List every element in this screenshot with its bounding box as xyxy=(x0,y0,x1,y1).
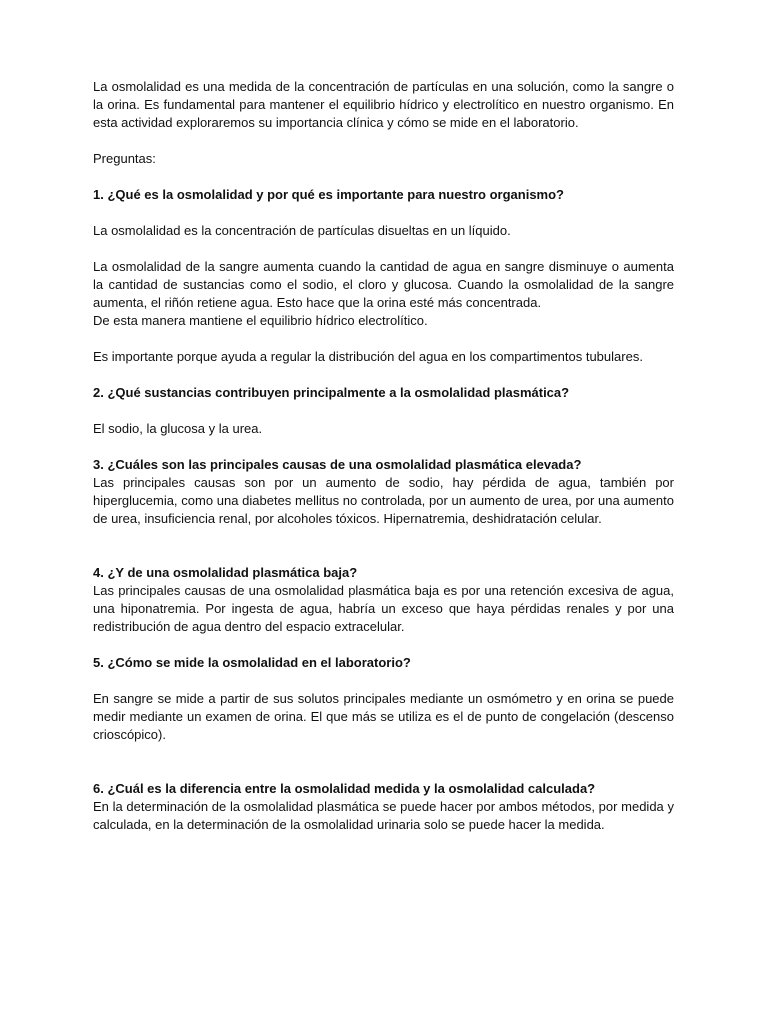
intro-paragraph: La osmolalidad es una medida de la concentración de partículas en una solución, como la sangre o la orina. Es fundamental para mantener el equilibrio hídrico y electrolítico en nuestro organismo. En esta actividad exploraremos su importancia clínica y cómo se mide en el laboratorio. xyxy=(93,79,674,130)
answer-2: El sodio, la glucosa y la urea. xyxy=(93,421,263,436)
preguntas-label: Preguntas: xyxy=(93,151,156,166)
answer-5: En sangre se mide a partir de sus solutos principales mediante un osmómetro y en orina se puede medir mediante un examen de orina. El que más se utiliza es el de punto de congelación (descenso crioscópico). xyxy=(93,691,674,742)
answer-1-paragraph-2: La osmolalidad de la sangre aumenta cuando la cantidad de agua en sangre disminuye o aumenta la cantidad de sustancias como el sodio, el cloro y glucosa. Cuando la osmolalidad de la sangre aumenta, el riñón retiene agua. Esto hace que la orina esté más concentrada. xyxy=(93,259,674,310)
answer-4: Las principales causas de una osmolalidad plasmática baja es por una retención excesiva de agua, una hiponatremia. Por ingesta de agua, habría un exceso que haya pérdidas renales y por una redistribución de agua dentro del espacio extracelular. xyxy=(93,583,674,634)
answer-1-paragraph-1: La osmolalidad es la concentración de partículas disueltas en un líquido. xyxy=(93,223,511,238)
answer-1-paragraph-4: Es importante porque ayuda a regular la distribución del agua en los compartimentos tubulares. xyxy=(93,349,643,364)
question-3: 3. ¿Cuáles son las principales causas de una osmolalidad plasmática elevada? xyxy=(93,457,582,472)
question-2: 2. ¿Qué sustancias contribuyen principalmente a la osmolalidad plasmática? xyxy=(93,385,570,400)
answer-3: Las principales causas son por un aumento de sodio, hay pérdida de agua, también por hiperglucemia, como una diabetes mellitus no controlada, por un aumento de urea, por una aumento de urea, insuficiencia renal, por alcoholes tóxicos. Hipernatremia, deshidratación celular. xyxy=(93,475,674,526)
answer-6: En la determinación de la osmolalidad plasmática se puede hacer por ambos métodos, por medida y calculada, en la determinación de la osmolalidad urinaria solo se puede hacer la medida. xyxy=(93,799,674,832)
question-1: 1. ¿Qué es la osmolalidad y por qué es importante para nuestro organismo? xyxy=(93,187,564,202)
answer-1-paragraph-3: De esta manera mantiene el equilibrio hídrico electrolítico. xyxy=(93,313,428,328)
document-page xyxy=(93,78,674,834)
question-4: 4. ¿Y de una osmolalidad plasmática baja? xyxy=(93,565,358,580)
question-5: 5. ¿Cómo se mide la osmolalidad en el laboratorio? xyxy=(93,655,411,670)
question-6: 6. ¿Cuál es la diferencia entre la osmolalidad medida y la osmolalidad calculada? xyxy=(93,781,596,796)
